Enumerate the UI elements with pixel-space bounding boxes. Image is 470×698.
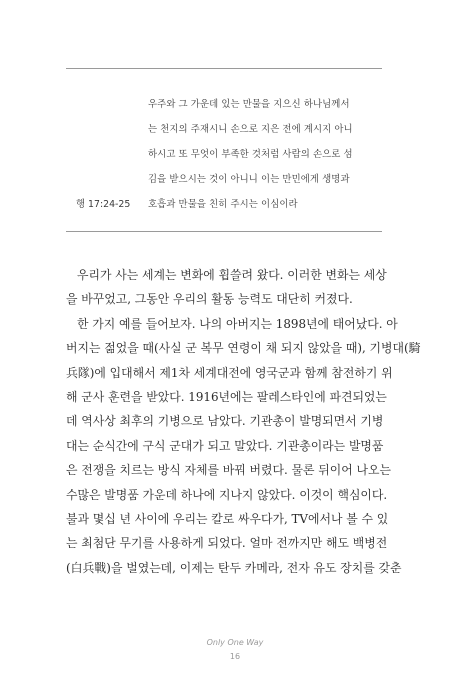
bottom-divider xyxy=(66,231,382,232)
body-line: 수많은 발명품 가운데 하나에 지나지 않았다. 이것이 핵심이다. xyxy=(66,487,388,502)
page-number: 16 xyxy=(229,652,241,661)
body-line: 대는 순식간에 구식 군대가 되고 말았다. 기관총이라는 발명품 xyxy=(66,438,384,453)
body-line: 은 전쟁을 치르는 방식 자체를 바꿔 버렸다. 물론 뒤이어 나오는 xyxy=(66,463,391,478)
epigraph-line: 김을 받으시는 것이 아니니 이는 만민에게 생명과 xyxy=(148,174,350,185)
top-divider xyxy=(66,68,382,69)
body-line: 해 군사 훈련을 받았다. 1916년에는 팔레스타인에 파견되었는 xyxy=(66,389,387,404)
epigraph-line: 호흡과 만물을 친히 주시는 이심이라 xyxy=(148,199,298,210)
body-line: 불과 몇십 년 사이에 우리는 칼로 싸우다가, TV에서나 볼 수 있 xyxy=(66,511,389,526)
body-line: 한 가지 예를 들어보자. 나의 아버지는 1898년에 태어났다. 아 xyxy=(77,316,398,331)
body-line: 는 최첨단 무기를 사용하게 되었다. 얼마 전까지만 해도 백병전 xyxy=(66,536,388,551)
epigraph-line: 하시고 또 무엇이 부족한 것처럼 사람의 손으로 섬 xyxy=(148,149,353,160)
body-line: 兵隊)에 입대해서 제1차 세계대전에 영국군과 함께 참전하기 위 xyxy=(66,365,393,380)
running-footer-title: Only One Way xyxy=(206,638,264,647)
body-text xyxy=(66,263,421,580)
epigraph-line: 는 천지의 주재시니 손으로 지은 전에 계시지 아니 xyxy=(148,124,353,135)
body-line: (白兵戰)을 벌였는데, 이제는 탄두 카메라, 전자 유도 장치를 갖춘 xyxy=(66,560,402,575)
body-line: 버지는 젊었을 때(사실 군 복무 연령이 채 되지 않았을 때), 기병대(騎 xyxy=(66,341,421,356)
epigraph-line: 우주와 그 가운데 있는 만물을 지으신 하나님께서 xyxy=(148,99,350,110)
body-line: 을 바꾸었고, 그동안 우리의 활동 능력도 대단히 커졌다. xyxy=(66,292,353,307)
epigraph-reference: 행 17:24-25 xyxy=(76,199,131,210)
body-line: 우리가 사는 세계는 변화에 휩쓸려 왔다. 이러한 변화는 세상 xyxy=(77,268,387,282)
body-line: 데 역사상 최후의 기병으로 남았다. 기관총이 발명되면서 기병 xyxy=(66,414,384,429)
